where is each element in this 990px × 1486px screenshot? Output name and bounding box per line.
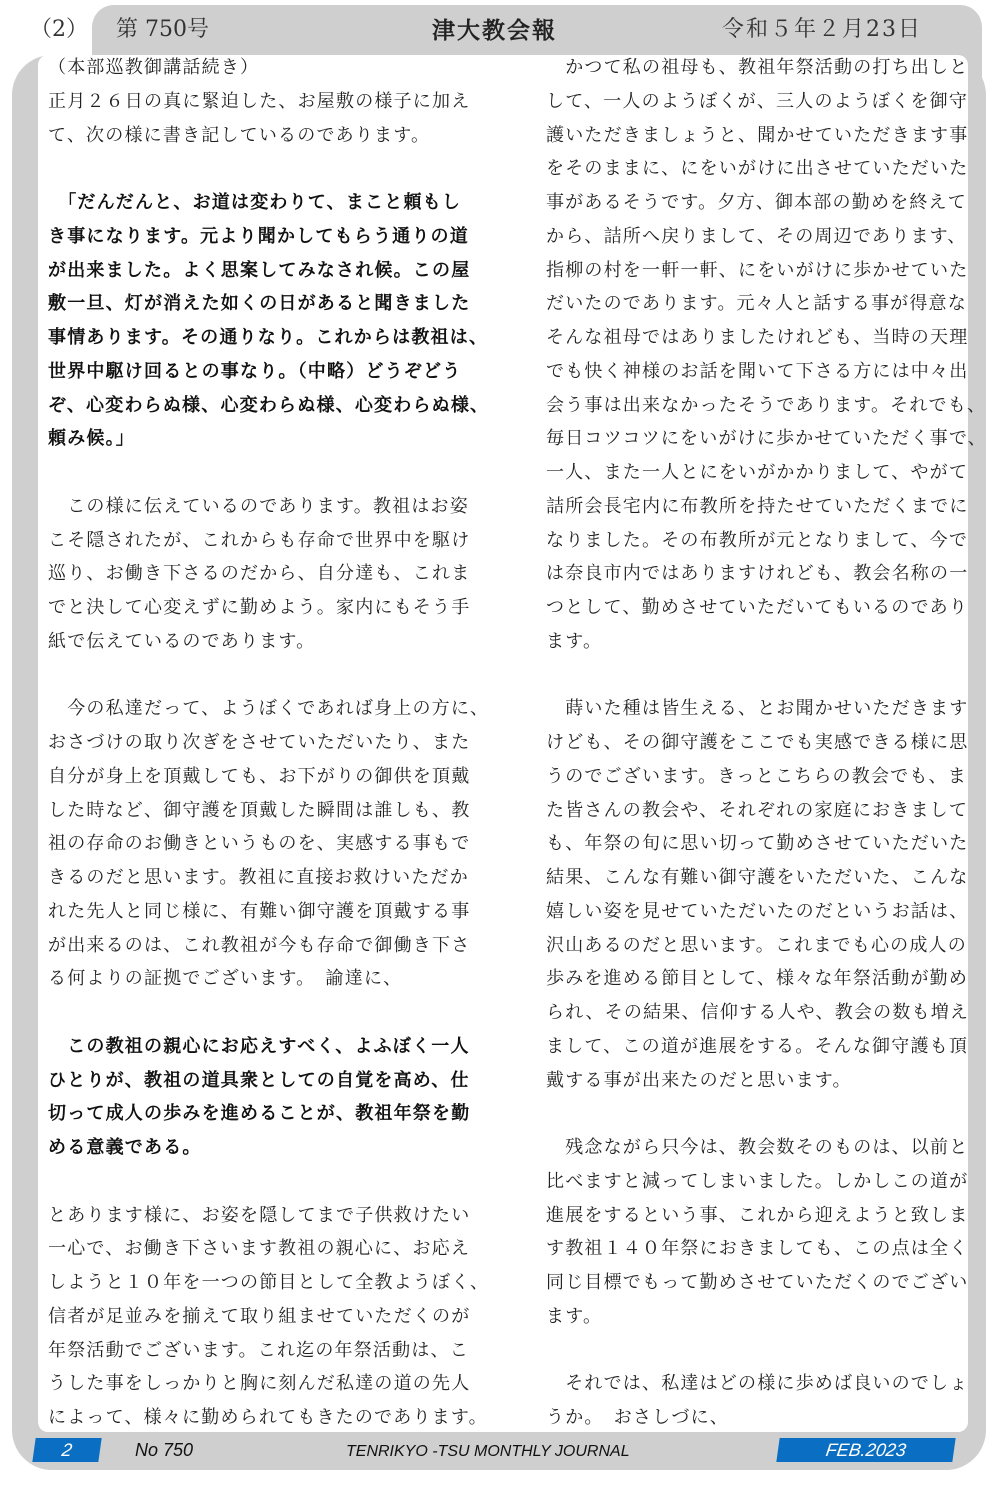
text-line: かつて私の祖母も、教祖年祭活動の打ち出しと — [546, 57, 969, 78]
issue-date: 令和５年２月23日 — [722, 17, 922, 42]
text-line: うか。 おさしづに、 — [546, 1407, 729, 1428]
right-column — [546, 51, 987, 1435]
text-line: ます。 — [546, 630, 603, 652]
newsletter-title: 津大教会報 — [432, 17, 557, 44]
text-line — [48, 152, 489, 186]
quote-line: 「だんだんと、お道は変わりて、まこと頼もし — [48, 192, 462, 213]
text-line: は奈良市内ではありますけれども、教会名称の一 — [546, 563, 969, 585]
text-line: 比べますと減ってしまいました。しかしこの道が — [546, 1170, 969, 1192]
text-line: 毎日コツコツにをいがけに歩かせていただく事で、 — [546, 428, 987, 450]
quote-line: 切って成人の歩みを進めることが、教祖年祭を勤 — [48, 1103, 471, 1125]
text-line: 戴する事が出来たのだと思います。 — [546, 1069, 852, 1091]
text-line: 紙で伝えているのであります。 — [48, 630, 316, 652]
text-line: 沢山あるのだと思います。これまでも心の成人の — [546, 934, 967, 956]
quote-line: める意義である。 — [48, 1137, 202, 1158]
text-line: そんな祖母ではありましたけれども、当時の天理 — [546, 327, 969, 348]
text-line: られ、その結果、信仰する人や、教会の数も増え — [546, 1002, 970, 1023]
quote-line: 頼み候。」 — [48, 428, 135, 450]
text-line: れた先人と同じ様に、有難い御守護を頂戴する事 — [48, 900, 471, 922]
text-line: けども、その御守護をここでも実感できる様に思 — [546, 732, 969, 753]
quote-line: き事になります。元より聞かしてもらう通りの道 — [48, 225, 469, 247]
text-line: して、一人のようぼくが、三人のようぼくを御守 — [546, 90, 969, 112]
quote-line: 事情あります。その通りなり。これからは教祖は、 — [48, 327, 489, 348]
text-line — [546, 1097, 987, 1131]
text-line: でも快く神様のお話を聞いて下さる方には中々出 — [546, 360, 969, 382]
text-line: す教祖１４０年祭におきましても、この点は全く — [546, 1238, 969, 1260]
text-line — [48, 456, 489, 490]
text-line: も、年祭の旬に思い切って勤めさせていただいた — [546, 833, 969, 855]
text-line: 同じ目標でもって勤めさせていただくのでござい — [546, 1272, 969, 1293]
text-line: うのでございます。きっとこちらの教会でも、ま — [546, 765, 967, 787]
text-line: それでは、私達はどの様に歩めば良いのでしょ — [546, 1373, 969, 1395]
text-line — [48, 659, 489, 693]
issue-number: 第 750号 — [116, 17, 209, 42]
text-line: おさづけの取り次ぎをさせていただいたり、また — [48, 732, 471, 753]
text-line: 一心で、お働き下さいます教祖の親心に、お応え — [48, 1238, 471, 1260]
footer-page-number: 2 — [32, 1438, 101, 1462]
text-line: によって、様々に勤められてもきたのであります。 — [48, 1407, 488, 1428]
quote-line: 世界中駆け回るとの事なり。（中略）どうぞどう — [48, 360, 462, 382]
text-line: 詰所会長宅内に布教所を持たせていただくまでに — [546, 495, 969, 517]
quote-line: が出来ました。よく思案してみなされ候。この屋 — [48, 259, 471, 281]
text-line — [546, 659, 987, 693]
footer-issue-no: No 750 — [135, 1440, 194, 1460]
text-line: 進展をするという事、これから迎えようと致しま — [546, 1204, 969, 1226]
quote-line: この教祖の親心にお応えすべく、よふぼく一人 — [48, 1035, 470, 1057]
text-line: こそ隠されたが、これからも存命で世界中を駆け — [48, 529, 471, 551]
text-line — [546, 1334, 987, 1368]
text-line: 今の私達だって、ようぼくであれば身上の方に、 — [48, 698, 490, 720]
text-line: 巡り、お働き下さるのだから、自分達も、これま — [48, 563, 471, 585]
text-line: る何よりの証拠でございます。 諭達に、 — [48, 968, 403, 990]
page-number-header: （2） — [30, 17, 88, 42]
quote-line: 敷一旦、灯が消えた如くの日があると聞きました — [48, 293, 471, 315]
text-line: 正月２６日の真に緊迫した、お屋敷の様子に加え — [48, 90, 471, 112]
text-line: 年祭活動でございます。これ迄の年祭活動は、こ — [48, 1339, 469, 1361]
text-line: て、次の様に書き記しているのであります。 — [48, 124, 431, 146]
text-line: きるのだと思います。教祖に直接お救けいただか — [48, 867, 469, 888]
text-line: 護いただきましょうと、聞かせていただきます事 — [546, 124, 969, 146]
text-line — [48, 1165, 489, 1199]
text-line: 歩みを進める節目として、様々な年祭活動が勤め — [546, 968, 969, 990]
text-line: つとして、勤めさせていただいてもいるのであり — [546, 597, 969, 618]
text-line: 事があるそうです。夕方、御本部の勤めを終えて — [546, 192, 967, 213]
text-line: とあります様に、お姿を隠してまで子供救けたい — [48, 1204, 471, 1226]
text-line: 会う事は出来なかったそうであります。それでも、 — [546, 394, 987, 416]
text-line: なりました。その布教所が元となりまして、今で — [546, 529, 969, 551]
text-line: 結果、こんな有難い御守護をいただいた、こんな — [546, 867, 969, 888]
text-line: 祖の存命のお働きというものを、実感する事もで — [48, 833, 471, 855]
text-line: が出来るのは、これ教祖が今も存命で御働き下さ — [48, 934, 471, 956]
left-column — [48, 51, 489, 1435]
text-line: 信者が足並みを揃えて取り組ませていただくのが — [48, 1305, 471, 1327]
quote-line: ひとりが、教祖の道具衆としての自覚を高め、仕 — [48, 1069, 470, 1091]
footer-journal-name: TENRIKYO -TSU MONTHLY JOURNAL — [346, 1443, 630, 1460]
text-line: この様に伝えているのであります。教祖はお姿 — [48, 495, 469, 517]
text-line: 嬉しい姿を見せていただいたのだというお話は、 — [546, 900, 969, 922]
text-line: ます。 — [546, 1305, 603, 1327]
text-line: まして、この道が進展をする。そんな御守護も頂 — [546, 1035, 969, 1057]
text-line — [48, 996, 489, 1030]
text-line: でと決して心変えずに勤めよう。家内にもそう手 — [48, 597, 471, 618]
text-line: だいたのであります。元々人と話する事が得意な — [546, 293, 967, 315]
text-line: （本部巡教御講話続き） — [48, 57, 260, 78]
footer-date: FEB.2023 — [776, 1438, 955, 1462]
text-line: うした事をしっかりと胸に刻んだ私達の道の先人 — [48, 1373, 471, 1395]
text-line: 蒔いた種は皆生える、とお聞かせいただきます — [546, 698, 969, 720]
quote-line: ぞ、心変わらぬ様、心変わらぬ様、心変わらぬ様、 — [48, 394, 490, 416]
text-line: 一人、また一人とにをいがかかりまして、やがて — [546, 462, 969, 483]
text-line: から、詰所へ戻りまして、その周辺であります、 — [546, 225, 967, 247]
text-line: 残念ながら只今は、教会数そのものは、以前と — [546, 1137, 969, 1158]
text-line: 指柳の村を一軒一軒、にをいがけに歩かせていた — [546, 259, 969, 281]
text-line: た皆さんの教会や、それぞれの家庭におきまして — [546, 799, 969, 821]
text-line: 自分が身上を頂戴しても、お下がりの御供を頂戴 — [48, 765, 471, 787]
text-line: した時など、御守護を頂戴した瞬間は誰しも、教 — [48, 799, 471, 821]
text-line: をそのままに、にをいがけに出させていただいた — [546, 158, 969, 180]
text-line: しようと１０年を一つの節目として全教ようぼく、 — [48, 1272, 490, 1293]
